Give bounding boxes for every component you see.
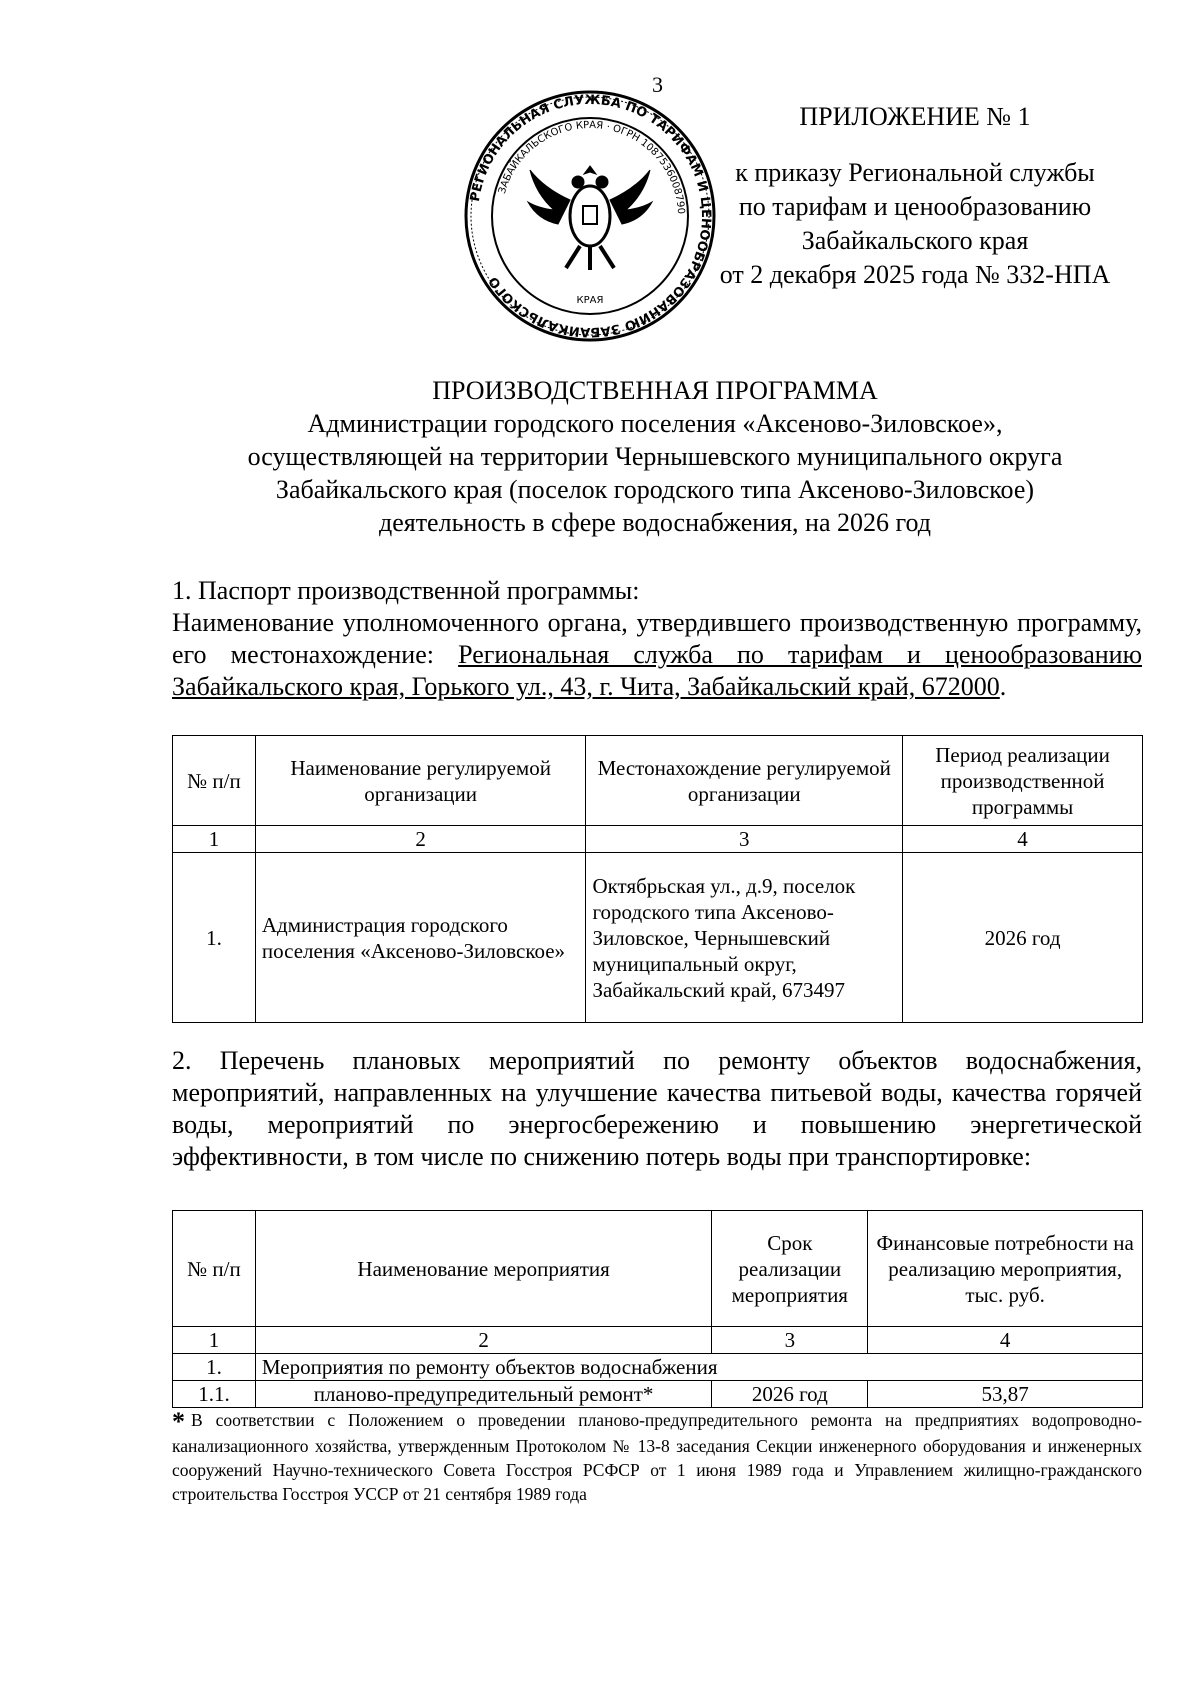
measures-table [172, 1210, 1143, 1408]
column-number: 4 [868, 1327, 1143, 1354]
table-cell: 1.1. [173, 1381, 256, 1408]
column-number: 1 [173, 826, 256, 853]
table-cell: 2026 год [712, 1381, 868, 1408]
section-1-text [172, 607, 1142, 703]
table-cell: 53,87 [868, 1381, 1143, 1408]
table-group-row [173, 1354, 1143, 1381]
svg-text:ЗАБАЙКАЛЬСКОГО КРАЯ · ОГРН 108: ЗАБАЙКАЛЬСКОГО КРАЯ · ОГРН 1087536008790 [497, 119, 687, 215]
program-header [170, 374, 1140, 539]
section-2-text: 2. Перечень плановых мероприятий по ремонту объектов водоснабжения, мероприятий, направленных на улучшение качества питьевой воды, качества горячей воды, мероприятий по энергосбережению и повышению энергетической эффективности, в том числе по снижению потерь воды при транспортировке: [172, 1046, 1142, 1171]
table-header-row [173, 736, 1143, 826]
column-number: 3 [712, 1327, 868, 1354]
appendix-line: к приказу Региональной службы [735, 158, 1095, 187]
column-number-row [173, 826, 1143, 853]
authority-link: Региональная служба по тарифам и ценообразованию Забайкальского края, Горького ул., 43, г. Чита, Забайкальский край, 672000 [172, 640, 1142, 701]
svg-text:КРАЯ: КРАЯ [576, 295, 604, 306]
column-number: 2 [255, 826, 586, 853]
section-1-heading: 1. Паспорт производственной программы: [172, 576, 640, 605]
appendix-line: Забайкальского края [801, 226, 1029, 255]
section-2 [172, 1045, 1142, 1173]
table-cell: Мероприятия по ремонту объектов водоснабжения [255, 1354, 1142, 1381]
appendix-line: от 2 декабря 2025 года № 332-НПА [719, 260, 1111, 289]
program-line: деятельность в сфере водоснабжения, на 2026 год [378, 508, 932, 537]
table-cell: Октябрьская ул., д.9, поселок городского типа Аксеново-Зиловское, Чернышевский муниципальный округ, Забайкальский край, 673497 [586, 853, 903, 1023]
header-cell: Период реализации производственной программы [903, 736, 1143, 826]
program-title: ПРОИЗВОДСТВЕННАЯ ПРОГРАММА [432, 376, 878, 405]
program-line: Забайкальского края (поселок городского типа Аксеново-Зиловское) [275, 475, 1035, 504]
svg-text:РЕГИОНАЛЬНАЯ СЛУЖБА ПО ТАРИФАМ: РЕГИОНАЛЬНАЯ СЛУЖБА ПО ТАРИФАМ И ЦЕНООБРАЗОВАНИЮ ЗАБАЙКАЛЬСКОГО [467, 92, 714, 340]
header-cell: Наименование регулируемой организации [255, 736, 586, 826]
header-cell: Срок реализации мероприятия [712, 1211, 868, 1327]
header-cell: Наименование мероприятия [255, 1211, 711, 1327]
column-number: 1 [173, 1327, 256, 1354]
footnote-text: В соответствии с Положением о проведении планово-предупредительного ремонта на предприятиях водопроводно-канализационного хозяйства, утвержденным Протоколом № 13-8 заседания Секции инженерного оборудования и инженерных сооружений Научно-технического Совета Госстроя РСФСР от 1 июня 1989 года и Управлением жилищно-гражданского строительства Госстроя УССР от 21 сентября 1989 года [172, 1410, 1142, 1504]
program-line: осуществляющей на территории Чернышевского муниципального округа [247, 442, 1063, 471]
table-row [173, 1381, 1143, 1408]
section-1-lead: Наименование уполномоченного органа, утвердившего производственную программу, его местонахождение: [172, 608, 1142, 669]
table-cell: планово-предупредительный ремонт* [255, 1381, 711, 1408]
passport-table [172, 735, 1143, 1023]
table-cell: 1. [173, 853, 256, 1023]
table-header-row [173, 1211, 1143, 1327]
header-cell: № п/п [173, 736, 256, 826]
appendix-title: ПРИЛОЖЕНИЕ № 1 [799, 102, 1031, 131]
appendix-line: по тарифам и ценообразованию [738, 192, 1092, 221]
table-row [173, 853, 1143, 1023]
header-cell: Местонахождение регулируемой организации [586, 736, 903, 826]
table-cell: Администрация городского поселения «Аксеново-Зиловское» [255, 853, 586, 1023]
table-cell: 1. [173, 1354, 256, 1381]
header-cell: № п/п [173, 1211, 256, 1327]
column-number-row [173, 1327, 1143, 1354]
appendix-block [690, 100, 1140, 292]
column-number: 3 [586, 826, 903, 853]
page-number: 3 [652, 72, 663, 97]
table-cell: 2026 год [903, 853, 1143, 1023]
footnote-marker: * [172, 1407, 185, 1436]
section-1 [172, 575, 1142, 703]
column-number: 4 [903, 826, 1143, 853]
footnote [172, 1408, 1142, 1506]
section-1-end: . [999, 672, 1007, 701]
column-number: 2 [255, 1327, 711, 1354]
program-line: Администрации городского поселения «Аксеново-Зиловское», [307, 409, 1003, 438]
header-cell: Финансовые потребности на реализацию мероприятия, тыс. руб. [868, 1211, 1143, 1327]
official-seal-stamp [462, 88, 718, 344]
